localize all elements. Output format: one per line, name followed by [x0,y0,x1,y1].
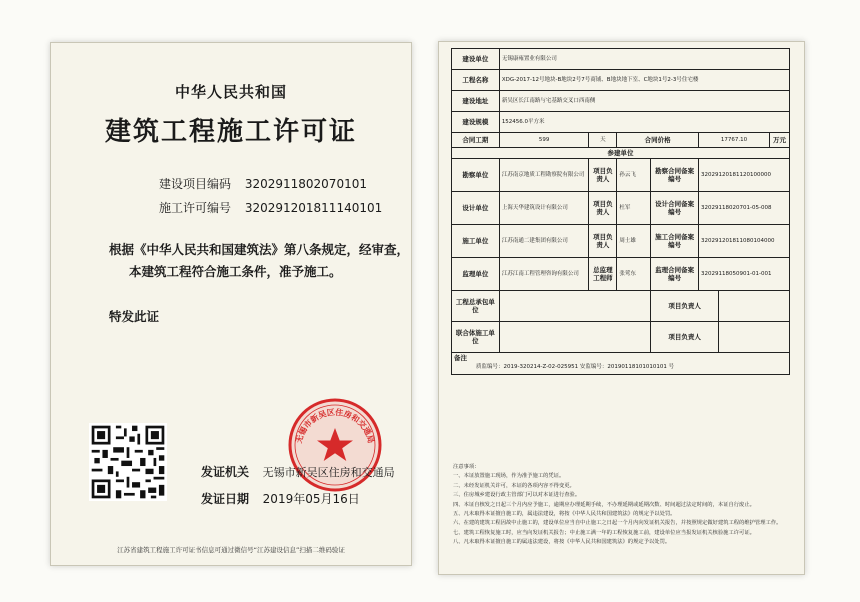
remarks-label: 备注 [454,354,467,362]
note-item: 二、未经发证机关许可，本证的各项内容不得变更。 [453,482,575,489]
joint-contractor-label: 联合体施工单位 [452,322,500,353]
price-value: 17767.10 [699,133,770,148]
declaration-text: 根据《中华人民共和国建筑法》第八条规定，经审查，本建筑工程符合施工条件，准予施工。 [109,242,410,279]
country-title: 中华人民共和国 [174,83,287,101]
participant-person-label: 总监理工程师 [589,258,617,291]
note-item: 一、本证放置施工现场，作为准予施工的凭证。 [453,473,565,480]
participant-role: 勘察单位 [452,159,500,192]
participant-person: 孙云飞 [617,159,651,192]
address-label: 建设地址 [452,91,500,112]
issuer-label: 发证机关 [201,465,250,479]
participant-person-label: 项目负责人 [589,192,617,225]
table-row [452,322,790,353]
issue-date-label: 发证日期 [201,492,250,506]
general-contractor-value [499,291,650,322]
participant-role: 施工单位 [452,225,500,258]
period-unit: 天 [589,133,617,148]
price-label: 合同价格 [617,133,699,148]
project-code-row [159,175,367,192]
table-row [452,133,790,148]
participant-contract-no: 32029120181120100000 [699,159,790,192]
participant-person-label: 项目负责人 [589,225,617,258]
gc-pm-label: 项目负责人 [651,291,719,322]
participant-contract-no: 32029118050901-01-001 [699,258,790,291]
notes-block [453,463,787,548]
builder-label: 建设单位 [452,49,500,70]
participant-company: 上海天华建筑设计有限公司 [499,192,589,225]
participant-contract-label: 监理合同备案编号 [651,258,699,291]
participant-role: 监理单位 [452,258,500,291]
project-code-value: 3202911802070101 [244,177,367,191]
participant-company: 江苏南通二建集团有限公司 [499,225,589,258]
scale-value: 152456.0平方米 [499,112,789,133]
project-name-label: 工程名称 [452,70,500,91]
table-row [452,112,790,133]
issuer-value: 无锡市新吴区住房和交通局 [262,466,395,479]
table-row [452,353,790,375]
participant-row [452,258,790,291]
permit-cover-page [50,42,412,566]
note-item: 八、凡未取得本证擅自施工的属违法建设，将按《中华人民共和国建筑法》的规定予以处罚。 [453,539,671,546]
participant-contract-no: 320291201811080104000 [699,225,790,258]
participants-header: 参建单位 [452,148,790,159]
participant-contract-no: 32029118020701-05-008 [699,192,790,225]
note-item: 六、在建的建筑工程因故中止施工的，建设单位应当自中止施工之日起一个月内向发证机关报告，并按照规定做好建筑工程的维护管理工作。 [453,520,782,527]
general-contractor-label: 工程总承包单位 [452,291,500,322]
period-value: 599 [499,133,589,148]
permit-number-label: 施工许可编号 [159,201,232,215]
note-item: 七、建筑工程恢复施工时，应当向发证机关报告；中止施工满一年的工程恢复施工前，建设单位应当报发证机关核验施工许可证。 [453,529,755,536]
participant-person: 周士雄 [617,225,651,258]
project-name-value: XDG-2017-12号地块-B地块2号7号商铺、B地块地下室、C地块1号2-3号住宅楼 [499,70,789,91]
official-seal [285,395,385,495]
table-row [452,49,790,70]
participant-row [452,225,790,258]
participant-company: 江苏南京地质工程勘察院有限公司 [499,159,589,192]
permit-number-row [159,199,382,216]
verification-footnote: 江苏省建筑工程施工许可证书信息可通过微信号“江苏建设信息”扫描二维码验证 [117,546,345,554]
address-value: 新吴区长江南路与宅基路交叉口西南侧 [499,91,789,112]
note-item: 五、凡未取得本证擅自施工的，属违法建设，将按《中华人民共和国建筑法》的规定予以处罚。 [453,511,676,518]
participant-company: 江苏江南工程管理咨询有限公司 [499,258,589,291]
participant-row [452,159,790,192]
joint-pm-value [719,322,790,353]
table-row [452,91,790,112]
issuer-row [201,463,395,480]
special-issue-text: 特发此证 [109,309,160,324]
note-item: 四、本证自核发之日起三个月内应予施工，逾期应办理延期手续，不办理延期或延期次数、时间超过法定时间的，本证自行废止。 [453,501,755,508]
participant-contract-label: 设计合同备案编号 [651,192,699,225]
remarks-cell [452,353,790,375]
qr-code-icon [89,423,167,501]
notes-title: 注意事项： [453,464,480,470]
participant-person: 杜军 [617,192,651,225]
issue-date-value: 2019年05月16日 [262,492,360,506]
participant-contract-label: 勘察合同备案编号 [651,159,699,192]
participant-role: 设计单位 [452,192,500,225]
note-item: 三、住房城乡建设行政主管部门可以对本证进行查验。 [453,492,581,499]
issue-date-row [201,490,360,507]
scale-label: 建设规模 [452,112,500,133]
permit-details-page [438,41,805,575]
table-row [452,70,790,91]
participant-contract-label: 施工合同备案编号 [651,225,699,258]
gc-pm-value [719,291,790,322]
project-code-label: 建设项目编码 [159,177,232,191]
participant-person-label: 项目负责人 [589,159,617,192]
table-row [452,291,790,322]
permit-number-value: 320291201811140101 [244,201,383,215]
table-row [452,148,790,159]
price-unit: 万元 [769,133,789,148]
permit-title: 建筑工程施工许可证 [104,117,357,147]
joint-contractor-value [499,322,650,353]
joint-pm-label: 项目负责人 [651,322,719,353]
permit-details-table [451,48,790,375]
participant-row [452,192,790,225]
seal-text: 无锡市新吴区住房和交通局 [294,407,376,445]
period-label: 合同工期 [452,133,500,148]
builder-value: 无锡康雍置业有限公司 [499,49,789,70]
remarks-value: 质监编号：2019-320214-Z-02-025951 安监编号：20190118101010101 号 [476,364,675,370]
participant-person: 张莺东 [617,258,651,291]
